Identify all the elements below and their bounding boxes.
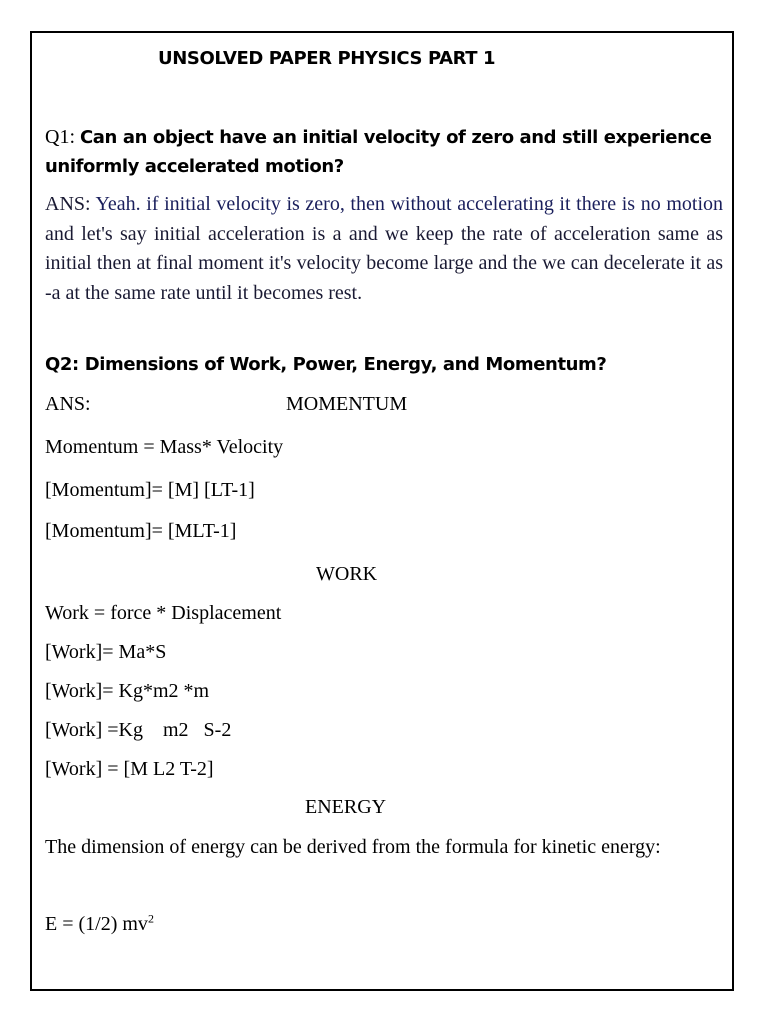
answer-1-part2: and let's say initial acceleration is a and we keep the rate of acceleration same as initial then at final moment it's velocity become large and the we can decelerate it as -a at the same rate until it becomes rest. (45, 222, 723, 304)
momentum-heading: MOMENTUM (286, 393, 408, 415)
energy-intro: The dimension of energy can be derived from the formula for kinetic energy: (45, 836, 661, 858)
answer-1-part1: Yeah. if initial velocity is zero, then without accelerating it there is no motion (95, 193, 724, 215)
work-line-3: [Work]= Kg*m2 *m (45, 680, 210, 702)
momentum-line-1: Momentum = Mass* Velocity (45, 436, 284, 458)
energy-formula-text: E = (1/2) mv (45, 913, 148, 935)
question-2-text: Q2: Dimensions of Work, Power, Energy, and Momentum? (45, 354, 607, 375)
answer-2-label: ANS: (45, 393, 91, 415)
document-title: UNSOLVED PAPER PHYSICS PART 1 (158, 48, 496, 69)
answer-1-label: ANS: (45, 193, 91, 215)
work-heading: WORK (316, 563, 378, 585)
work-line-1: Work = force * Displacement (45, 602, 282, 624)
momentum-line-3: [Momentum]= [MLT-1] (45, 520, 237, 542)
work-line-5: [Work] = [M L2 T-2] (45, 758, 214, 780)
question-1-label: Q1: (45, 126, 75, 148)
question-1-text: Can an object have an initial velocity of zero and still experience uniformly accelerated motion? (45, 127, 712, 177)
question-1 (45, 123, 723, 181)
energy-formula (45, 913, 154, 936)
answer-1 (45, 190, 723, 308)
work-line-4: [Work] =Kg m2 S-2 (45, 719, 232, 741)
work-line-2: [Work]= Ma*S (45, 641, 167, 663)
momentum-line-2: [Momentum]= [M] [LT-1] (45, 479, 255, 501)
energy-heading: ENERGY (305, 796, 387, 818)
energy-formula-exponent: 2 (147, 911, 154, 926)
